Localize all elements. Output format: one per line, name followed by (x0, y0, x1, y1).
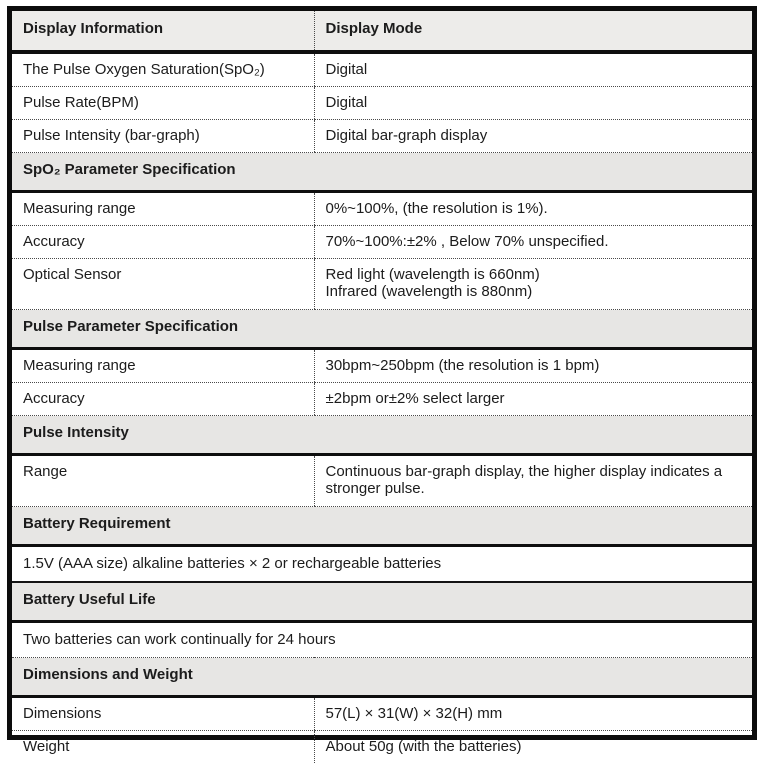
spec-value: 57(L) × 31(W) × 32(H) mm (314, 697, 752, 731)
spec-value (314, 259, 752, 310)
row-battery-useful-life-value (12, 622, 752, 658)
row-battery-requirement-value (12, 546, 752, 583)
section-battery-useful-life (12, 582, 752, 622)
row-pulse-measuring-range (12, 349, 752, 383)
spec-label: Accuracy (12, 226, 314, 259)
spec-label: Pulse Intensity (bar-graph) (12, 120, 314, 153)
section-header: Battery Requirement (12, 507, 752, 546)
row-spo2-display (12, 52, 752, 87)
spec-full-text: Two batteries can work continually for 24 hours (12, 622, 752, 658)
section-header: Battery Useful Life (12, 582, 752, 622)
spec-label: Weight (12, 731, 314, 763)
row-pulse-rate-display (12, 87, 752, 120)
row-optical-sensor (12, 259, 752, 310)
column-header-display-mode: Display Mode (314, 11, 752, 52)
section-header: Dimensions and Weight (12, 658, 752, 697)
spec-label: Dimensions (12, 697, 314, 731)
spec-label: Measuring range (12, 349, 314, 383)
spec-label: Measuring range (12, 192, 314, 226)
spec-label: Pulse Rate(BPM) (12, 87, 314, 120)
row-spo2-measuring-range (12, 192, 752, 226)
spec-full-text: 1.5V (AAA size) alkaline batteries × 2 or rechargeable batteries (12, 546, 752, 583)
spec-value: Digital (314, 87, 752, 120)
section-header: Pulse Intensity (12, 416, 752, 455)
row-pulse-intensity-range (12, 455, 752, 507)
spec-value: ±2bpm or±2% select larger (314, 383, 752, 416)
column-header-display-information: Display Information (12, 11, 314, 52)
spec-value: 30bpm~250bpm (the resolution is 1 bpm) (314, 349, 752, 383)
section-header: Pulse Parameter Specification (12, 310, 752, 349)
table-header-row (12, 11, 752, 52)
spec-value-line-1: Red light (wavelength is 660nm) (326, 266, 743, 283)
row-spo2-accuracy (12, 226, 752, 259)
section-spo2-parameter-specification (12, 153, 752, 192)
spec-value: Continuous bar-graph display, the higher display indicates a stronger pulse. (314, 455, 752, 507)
spec-table (12, 11, 752, 763)
spec-value: 0%~100%, (the resolution is 1%). (314, 192, 752, 226)
spec-value: 70%~100%:±2% , Below 70% unspecified. (314, 226, 752, 259)
row-weight (12, 731, 752, 763)
row-pulse-intensity-display (12, 120, 752, 153)
spec-label: Optical Sensor (12, 259, 314, 310)
spec-value-line-2: Infrared (wavelength is 880nm) (326, 283, 743, 300)
spec-value: Digital bar-graph display (314, 120, 752, 153)
spec-value: About 50g (with the batteries) (314, 731, 752, 763)
section-header: SpO₂ Parameter Specification (12, 153, 752, 192)
section-battery-requirement (12, 507, 752, 546)
section-pulse-parameter-specification (12, 310, 752, 349)
spec-label: The Pulse Oxygen Saturation(SpO₂) (12, 52, 314, 87)
section-dimensions-and-weight (12, 658, 752, 697)
row-dimensions (12, 697, 752, 731)
spec-label: Accuracy (12, 383, 314, 416)
section-pulse-intensity (12, 416, 752, 455)
row-pulse-accuracy (12, 383, 752, 416)
spec-table-frame (7, 6, 757, 740)
spec-label: Range (12, 455, 314, 507)
spec-value: Digital (314, 52, 752, 87)
